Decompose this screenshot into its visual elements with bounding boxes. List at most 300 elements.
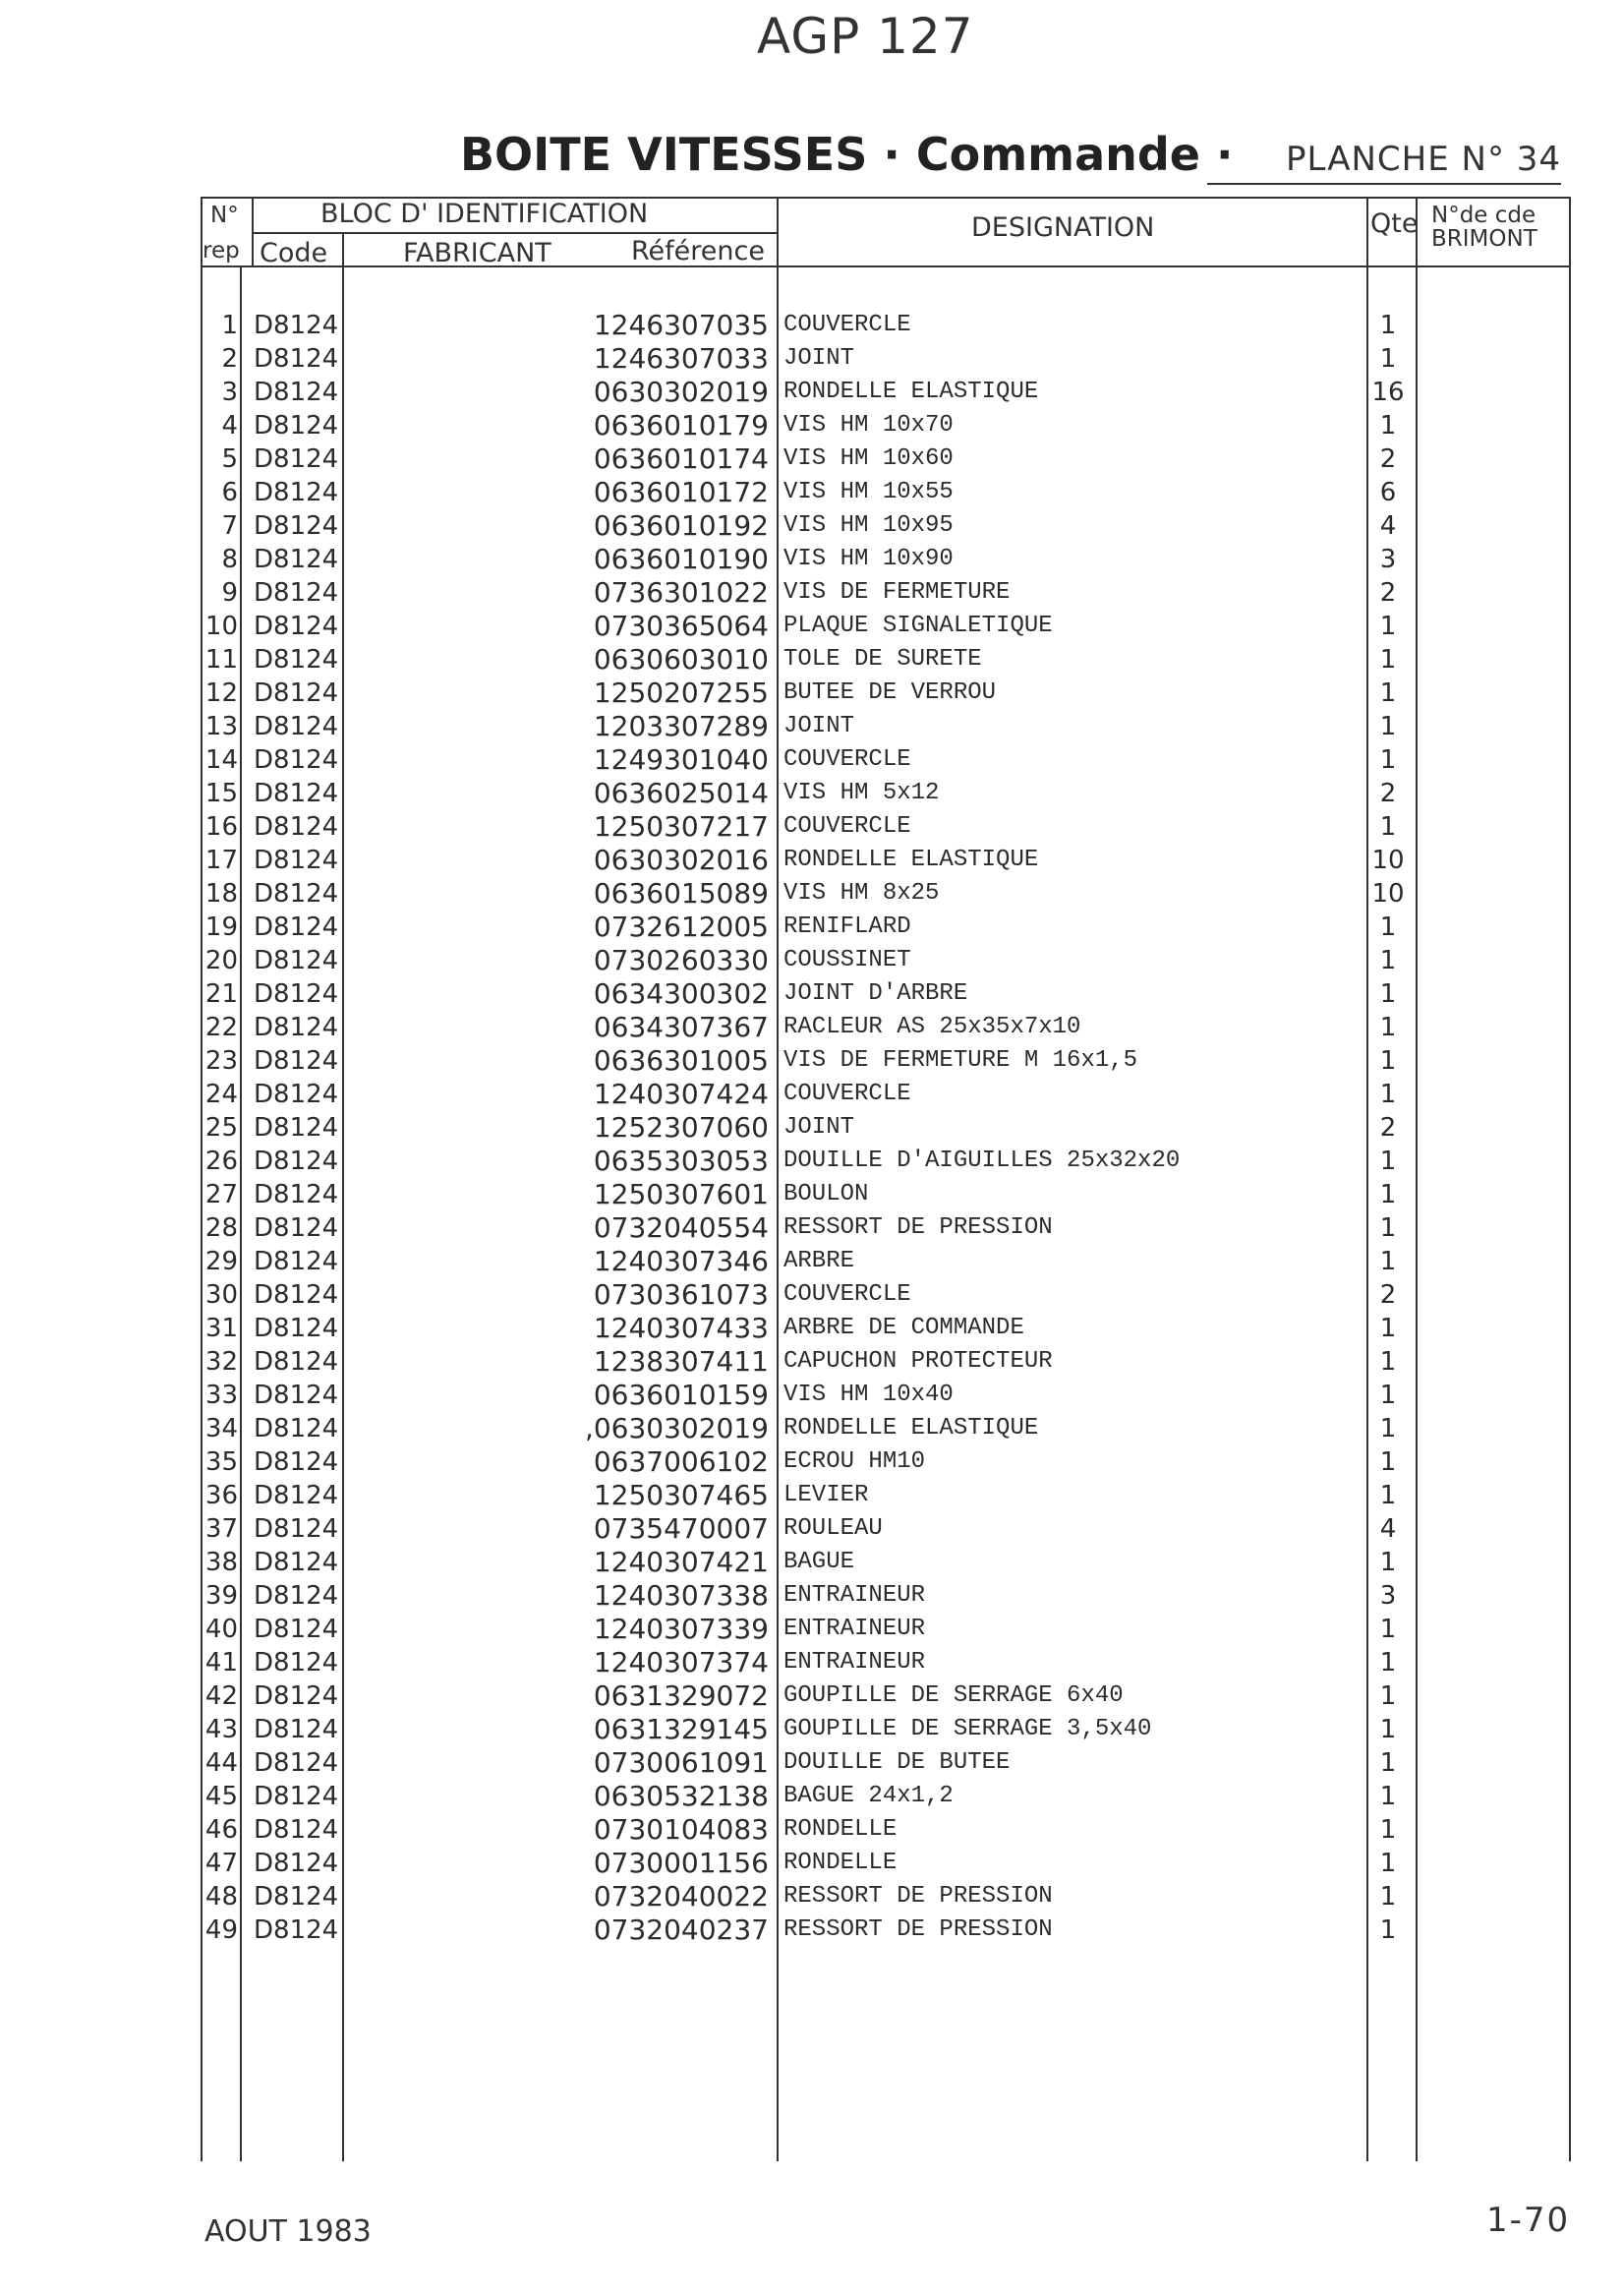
- table-row: [0, 710, 1623, 743]
- row-designation: DOUILLE D'AIGUILLES 25x32x20: [783, 1148, 1181, 1174]
- table-row: [0, 743, 1623, 777]
- row-code: D8124: [254, 779, 339, 808]
- table-row: [0, 1646, 1623, 1679]
- row-reference: 1238307411: [593, 1345, 769, 1378]
- row-designation: VIS HM 10x70: [783, 412, 954, 439]
- row-code: D8124: [254, 344, 339, 374]
- row-rep: 6: [221, 478, 238, 507]
- row-rep: 45: [204, 1782, 238, 1811]
- row-designation: VIS HM 10x95: [783, 512, 954, 539]
- row-rep: 2: [221, 344, 238, 374]
- header-rep-top: N°: [210, 203, 239, 228]
- table-row: [0, 844, 1623, 877]
- row-reference: 1250207255: [593, 677, 769, 709]
- row-reference: 0730361073: [593, 1278, 769, 1311]
- row-designation: JOINT: [783, 713, 855, 739]
- row-qty: 1: [1379, 1080, 1397, 1109]
- row-designation: COUVERCLE: [783, 746, 911, 773]
- row-designation: RONDELLE ELASTIQUE: [783, 1415, 1039, 1442]
- row-rep: 40: [204, 1615, 238, 1644]
- row-reference: 0630603010: [593, 643, 769, 676]
- table-row: [0, 643, 1623, 677]
- row-code: D8124: [254, 1046, 339, 1076]
- title-underline: [1207, 183, 1561, 185]
- table-row: [0, 1479, 1623, 1512]
- row-reference: 0730061091: [593, 1746, 769, 1779]
- table-row: [0, 476, 1623, 509]
- row-qty: 2: [1379, 1280, 1397, 1310]
- row-reference: 0636010192: [593, 509, 769, 542]
- row-designation: JOINT: [783, 345, 855, 372]
- row-reference: 0634307367: [593, 1011, 769, 1043]
- footer-page-number: 1-70: [1486, 2201, 1571, 2240]
- row-qty: 1: [1379, 1481, 1397, 1510]
- row-designation: BUTEE DE VERROU: [783, 679, 997, 706]
- table-row: [0, 376, 1623, 409]
- row-code: D8124: [254, 1414, 339, 1443]
- row-designation: COUVERCLE: [783, 1281, 911, 1308]
- row-qty: 1: [1379, 1782, 1397, 1811]
- row-reference: 0636010190: [593, 543, 769, 575]
- row-code: D8124: [254, 1213, 339, 1243]
- row-rep: 35: [204, 1447, 238, 1477]
- row-reference: 1203307289: [593, 710, 769, 742]
- row-designation: RESSORT DE PRESSION: [783, 1916, 1053, 1943]
- row-designation: LEVIER: [783, 1482, 869, 1508]
- row-reference: 1249301040: [593, 743, 769, 776]
- row-qty: 6: [1379, 478, 1397, 507]
- row-qty: 1: [1379, 1681, 1397, 1711]
- row-code: D8124: [254, 1013, 339, 1042]
- row-designation: RONDELLE ELASTIQUE: [783, 847, 1039, 873]
- row-rep: 19: [204, 913, 238, 942]
- row-qty: 1: [1379, 1447, 1397, 1477]
- row-designation: VIS HM 5x12: [783, 780, 940, 806]
- row-qty: 1: [1379, 1648, 1397, 1678]
- row-designation: BAGUE 24x1,2: [783, 1783, 954, 1809]
- row-reference: 0732040022: [593, 1880, 769, 1913]
- row-qty: 1: [1379, 1381, 1397, 1410]
- row-reference: 0636010174: [593, 442, 769, 475]
- row-code: D8124: [254, 411, 339, 441]
- row-code: D8124: [254, 1247, 339, 1276]
- row-designation: VIS DE FERMETURE: [783, 579, 1011, 606]
- row-qty: 1: [1379, 1414, 1397, 1443]
- row-designation: RENIFLARD: [783, 913, 911, 940]
- row-rep: 24: [204, 1080, 238, 1109]
- row-designation: COUSSINET: [783, 947, 911, 973]
- row-rep: 32: [204, 1347, 238, 1377]
- row-code: D8124: [254, 311, 339, 340]
- row-rep: 36: [204, 1481, 238, 1510]
- footer-date: AOUT 1983: [204, 2214, 372, 2249]
- header-designation: DESIGNATION: [971, 212, 1155, 243]
- row-code: D8124: [254, 1080, 339, 1109]
- row-rep: 39: [204, 1581, 238, 1611]
- row-designation: DOUILLE DE BUTEE: [783, 1749, 1011, 1776]
- row-rep: 18: [204, 879, 238, 909]
- row-designation: VIS HM 10x60: [783, 445, 954, 472]
- row-qty: 1: [1379, 1815, 1397, 1845]
- table-row: [0, 1579, 1623, 1613]
- row-reference: ,0630302019: [584, 1412, 769, 1444]
- row-reference: 0732612005: [593, 911, 769, 943]
- row-qty: 1: [1379, 745, 1397, 775]
- row-code: D8124: [254, 979, 339, 1009]
- row-code: D8124: [254, 378, 339, 407]
- row-reference: 0634300302: [593, 977, 769, 1010]
- row-qty: 3: [1379, 545, 1397, 574]
- table-row: [0, 911, 1623, 944]
- row-reference: 0630532138: [593, 1780, 769, 1812]
- row-rep: 10: [204, 612, 238, 641]
- row-qty: 1: [1379, 1849, 1397, 1878]
- row-code: D8124: [254, 1882, 339, 1912]
- table-row: [0, 1111, 1623, 1145]
- table-row: [0, 1011, 1623, 1044]
- row-rep: 33: [204, 1381, 238, 1410]
- row-rep: 5: [221, 444, 238, 474]
- row-qty: 1: [1379, 812, 1397, 842]
- row-designation: ECROU HM10: [783, 1448, 926, 1475]
- row-reference: 1240307421: [593, 1546, 769, 1578]
- row-qty: 1: [1379, 1548, 1397, 1577]
- row-qty: 1: [1379, 712, 1397, 741]
- row-reference: 1250307465: [593, 1479, 769, 1511]
- row-code: D8124: [254, 1280, 339, 1310]
- table-row: [0, 777, 1623, 810]
- row-code: D8124: [254, 913, 339, 942]
- row-reference: 0637006102: [593, 1445, 769, 1478]
- row-qty: 2: [1379, 444, 1397, 474]
- row-code: D8124: [254, 1481, 339, 1510]
- row-qty: 1: [1379, 1013, 1397, 1042]
- row-rep: 34: [204, 1414, 238, 1443]
- row-rep: 9: [221, 578, 238, 608]
- table-row: [0, 1780, 1623, 1813]
- row-designation: ENTRAINEUR: [783, 1582, 926, 1609]
- row-rep: 21: [204, 979, 238, 1009]
- table-row: [0, 342, 1623, 376]
- document-code: AGP 127: [757, 8, 974, 65]
- row-rep: 30: [204, 1280, 238, 1310]
- row-rep: 17: [204, 846, 238, 875]
- row-rep: 43: [204, 1715, 238, 1744]
- table-row: [0, 509, 1623, 543]
- row-qty: 2: [1379, 779, 1397, 808]
- table-row: [0, 1713, 1623, 1746]
- row-rep: 22: [204, 1013, 238, 1042]
- row-rep: 3: [221, 378, 238, 407]
- row-reference: 0635303053: [593, 1145, 769, 1177]
- row-designation: JOINT: [783, 1114, 855, 1141]
- row-code: D8124: [254, 879, 339, 909]
- row-designation: CAPUCHON PROTECTEUR: [783, 1348, 1053, 1375]
- table-row: [0, 1880, 1623, 1913]
- row-designation: ROULEAU: [783, 1515, 883, 1542]
- header-brimont-top: N°de cde: [1431, 203, 1536, 228]
- row-rep: 13: [204, 712, 238, 741]
- row-code: D8124: [254, 745, 339, 775]
- row-rep: 25: [204, 1113, 238, 1143]
- row-code: D8124: [254, 612, 339, 641]
- table-row: [0, 677, 1623, 710]
- row-rep: 49: [204, 1915, 238, 1945]
- table-row: [0, 977, 1623, 1011]
- row-rep: 7: [221, 511, 238, 541]
- row-qty: 1: [1379, 1748, 1397, 1778]
- row-rep: 15: [204, 779, 238, 808]
- row-designation: RONDELLE: [783, 1816, 898, 1843]
- header-brimont-bottom: BRIMONT: [1431, 226, 1537, 252]
- row-code: D8124: [254, 846, 339, 875]
- row-qty: 4: [1379, 1514, 1397, 1544]
- row-qty: 1: [1379, 344, 1397, 374]
- table-row: [0, 576, 1623, 610]
- table-row: [0, 1813, 1623, 1847]
- row-reference: 1240307433: [593, 1312, 769, 1344]
- table-row: [0, 1445, 1623, 1479]
- row-code: D8124: [254, 1849, 339, 1878]
- row-qty: 1: [1379, 1147, 1397, 1176]
- row-code: D8124: [254, 578, 339, 608]
- row-code: D8124: [254, 1748, 339, 1778]
- row-code: D8124: [254, 1314, 339, 1343]
- row-rep: 14: [204, 745, 238, 775]
- table-row: [0, 1345, 1623, 1379]
- table-row: [0, 1245, 1623, 1278]
- row-qty: 1: [1379, 1180, 1397, 1209]
- row-reference: 0736301022: [593, 576, 769, 609]
- row-reference: 0631329072: [593, 1679, 769, 1712]
- row-designation: ENTRAINEUR: [783, 1649, 926, 1676]
- table-row: [0, 309, 1623, 342]
- row-designation: VIS HM 10x55: [783, 479, 954, 505]
- table-row: [0, 1278, 1623, 1312]
- row-designation: COUVERCLE: [783, 813, 911, 840]
- row-qty: 1: [1379, 913, 1397, 942]
- row-qty: 1: [1379, 645, 1397, 675]
- table-row: [0, 1847, 1623, 1880]
- row-designation: VIS HM 8x25: [783, 880, 940, 907]
- row-designation: ARBRE: [783, 1248, 855, 1274]
- row-rep: 26: [204, 1147, 238, 1176]
- row-designation: COUVERCLE: [783, 1081, 911, 1107]
- row-reference: 0631329145: [593, 1713, 769, 1745]
- row-code: D8124: [254, 545, 339, 574]
- row-designation: VIS HM 10x90: [783, 546, 954, 572]
- row-reference: 0636010159: [593, 1379, 769, 1411]
- row-code: D8124: [254, 1548, 339, 1577]
- row-designation: GOUPILLE DE SERRAGE 6x40: [783, 1682, 1124, 1709]
- row-designation: RESSORT DE PRESSION: [783, 1883, 1053, 1910]
- row-qty: 1: [1379, 1915, 1397, 1945]
- row-qty: 1: [1379, 678, 1397, 708]
- row-reference: 1240307339: [593, 1613, 769, 1645]
- row-qty: 1: [1379, 979, 1397, 1009]
- row-rep: 8: [221, 545, 238, 574]
- row-code: D8124: [254, 1113, 339, 1143]
- table-row: [0, 1379, 1623, 1412]
- row-designation: RONDELLE: [783, 1850, 898, 1876]
- row-rep: 38: [204, 1548, 238, 1577]
- row-reference: 1240307338: [593, 1579, 769, 1612]
- row-code: D8124: [254, 1615, 339, 1644]
- plate-number: PLANCHE N° 34: [1286, 140, 1562, 179]
- row-qty: 10: [1371, 846, 1405, 875]
- row-rep: 48: [204, 1882, 238, 1912]
- table-row: [0, 1679, 1623, 1713]
- row-rep: 23: [204, 1046, 238, 1076]
- row-qty: 16: [1371, 378, 1405, 407]
- row-qty: 10: [1371, 879, 1405, 909]
- table-row: [0, 1178, 1623, 1211]
- row-designation: JOINT D'ARBRE: [783, 980, 968, 1007]
- row-qty: 1: [1379, 1247, 1397, 1276]
- row-reference: 0732040554: [593, 1211, 769, 1244]
- row-code: D8124: [254, 678, 339, 708]
- row-qty: 1: [1379, 946, 1397, 975]
- row-designation: RESSORT DE PRESSION: [783, 1214, 1053, 1241]
- row-rep: 42: [204, 1681, 238, 1711]
- row-rep: 41: [204, 1648, 238, 1678]
- row-designation: PLAQUE SIGNALETIQUE: [783, 613, 1053, 639]
- row-code: D8124: [254, 1681, 339, 1711]
- row-reference: 0636010179: [593, 409, 769, 442]
- row-qty: 1: [1379, 612, 1397, 641]
- row-code: D8124: [254, 1180, 339, 1209]
- row-code: D8124: [254, 444, 339, 474]
- row-qty: 1: [1379, 311, 1397, 340]
- row-code: D8124: [254, 946, 339, 975]
- table-row: [0, 1044, 1623, 1078]
- row-qty: 3: [1379, 1581, 1397, 1611]
- row-reference: 1252307060: [593, 1111, 769, 1144]
- table-row: [0, 1312, 1623, 1345]
- row-code: D8124: [254, 478, 339, 507]
- table-row: [0, 1613, 1623, 1646]
- table-row: [0, 944, 1623, 977]
- row-code: D8124: [254, 1782, 339, 1811]
- table-row: [0, 1412, 1623, 1445]
- row-rep: 11: [204, 645, 238, 675]
- row-qty: 1: [1379, 1046, 1397, 1076]
- row-qty: 2: [1379, 578, 1397, 608]
- row-designation: TOLE DE SURETE: [783, 646, 982, 673]
- table-row: [0, 1078, 1623, 1111]
- row-reference: 0636015089: [593, 877, 769, 910]
- row-reference: 1250307601: [593, 1178, 769, 1210]
- row-code: D8124: [254, 1514, 339, 1544]
- row-reference: 0730001156: [593, 1847, 769, 1879]
- row-qty: 1: [1379, 1615, 1397, 1644]
- row-rep: 47: [204, 1849, 238, 1878]
- row-code: D8124: [254, 1347, 339, 1377]
- row-qty: 1: [1379, 1347, 1397, 1377]
- row-designation: COUVERCLE: [783, 312, 911, 338]
- bloc-divider: [254, 232, 779, 234]
- row-reference: 1240307346: [593, 1245, 769, 1277]
- row-reference: 1246307033: [593, 342, 769, 375]
- row-code: D8124: [254, 712, 339, 741]
- row-reference: 0630302016: [593, 844, 769, 876]
- row-designation: VIS HM 10x40: [783, 1382, 954, 1408]
- header-fabricant: FABRICANT: [403, 238, 551, 268]
- row-designation: VIS DE FERMETURE M 16x1,5: [783, 1047, 1138, 1074]
- row-reference: 0735470007: [593, 1512, 769, 1545]
- row-designation: RACLEUR AS 25x35x7x10: [783, 1014, 1081, 1040]
- row-rep: 29: [204, 1247, 238, 1276]
- row-reference: 1246307035: [593, 309, 769, 341]
- header-qty: Qte: [1370, 208, 1419, 239]
- row-reference: 0730260330: [593, 944, 769, 976]
- row-reference: 0636010172: [593, 476, 769, 508]
- header-reference: Référence: [631, 236, 765, 266]
- row-rep: 44: [204, 1748, 238, 1778]
- table-row: [0, 810, 1623, 844]
- row-code: D8124: [254, 1381, 339, 1410]
- row-rep: 16: [204, 812, 238, 842]
- row-code: D8124: [254, 1447, 339, 1477]
- row-designation: ENTRAINEUR: [783, 1616, 926, 1642]
- header-rep-bottom: rep: [203, 238, 240, 264]
- table-row: [0, 1746, 1623, 1780]
- row-qty: 1: [1379, 411, 1397, 441]
- row-qty: 4: [1379, 511, 1397, 541]
- row-code: D8124: [254, 812, 339, 842]
- row-rep: 46: [204, 1815, 238, 1845]
- row-rep: 12: [204, 678, 238, 708]
- row-qty: 1: [1379, 1314, 1397, 1343]
- row-qty: 1: [1379, 1213, 1397, 1243]
- table-row: [0, 442, 1623, 476]
- header-bloc-identification: BLOC D' IDENTIFICATION: [320, 199, 649, 229]
- row-reference: 1240307374: [593, 1646, 769, 1678]
- row-designation: BOULON: [783, 1181, 869, 1207]
- row-reference: 0636025014: [593, 777, 769, 809]
- row-designation: ARBRE DE COMMANDE: [783, 1315, 1024, 1341]
- table-row: [0, 1546, 1623, 1579]
- row-rep: 31: [204, 1314, 238, 1343]
- page-title: BOITE VITESSES · Commande ·: [460, 128, 1234, 181]
- row-code: D8124: [254, 645, 339, 675]
- header-code: Code: [260, 238, 328, 268]
- table-row: [0, 1145, 1623, 1178]
- row-designation: GOUPILLE DE SERRAGE 3,5x40: [783, 1716, 1152, 1742]
- row-rep: 1: [221, 311, 238, 340]
- row-code: D8124: [254, 1648, 339, 1678]
- row-rep: 37: [204, 1514, 238, 1544]
- row-rep: 28: [204, 1213, 238, 1243]
- table-row: [0, 610, 1623, 643]
- row-designation: BAGUE: [783, 1549, 855, 1575]
- row-reference: 0730104083: [593, 1813, 769, 1846]
- row-qty: 1: [1379, 1715, 1397, 1744]
- table-row: [0, 1512, 1623, 1546]
- row-reference: 0630302019: [593, 376, 769, 408]
- rep-divider-header: [252, 197, 254, 265]
- table-row: [0, 543, 1623, 576]
- row-reference: 1240307424: [593, 1078, 769, 1110]
- row-rep: 20: [204, 946, 238, 975]
- row-qty: 1: [1379, 1882, 1397, 1912]
- row-qty: 2: [1379, 1113, 1397, 1143]
- row-reference: 0730365064: [593, 610, 769, 642]
- row-code: D8124: [254, 1581, 339, 1611]
- row-rep: 27: [204, 1180, 238, 1209]
- table-row: [0, 1211, 1623, 1245]
- row-code: D8124: [254, 1715, 339, 1744]
